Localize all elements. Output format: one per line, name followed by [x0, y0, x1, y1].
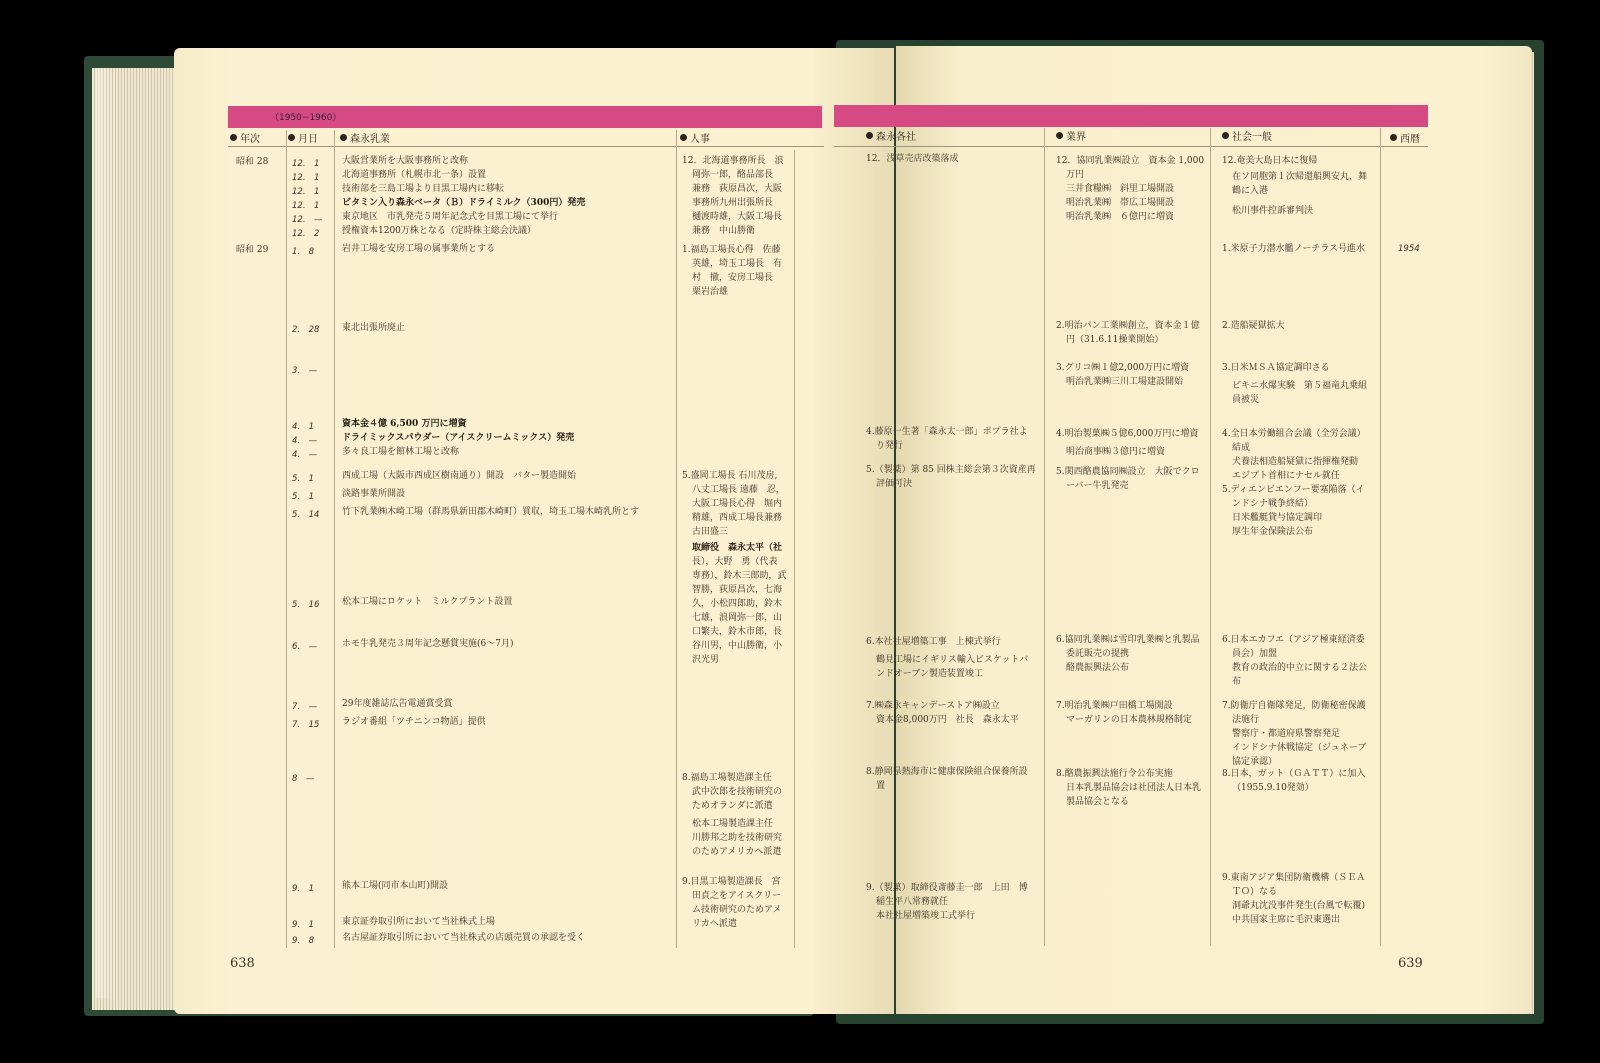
- column-rule: [334, 130, 335, 948]
- personnel-line: ム技術研究のためアメ: [692, 905, 782, 915]
- society-line: 9.東南アジア集団防衛機構（ＳＥＡ: [1222, 873, 1366, 883]
- date-cell: 6. —: [292, 642, 318, 652]
- society-line: 鶴に入港: [1232, 186, 1269, 196]
- personnel-line: 9.目黒工場製造課長 宮: [682, 877, 781, 887]
- date-cell: 7. —: [292, 702, 318, 712]
- affiliates-line: 7.㈱森永キャンデーストア㈱設立: [866, 701, 1000, 711]
- personnel-line: 樋渡時雄，大阪工場長: [692, 212, 783, 222]
- industry-line: 明治乳業㈱ 帯広工場開設: [1066, 198, 1175, 208]
- header-year-label: 年次: [240, 134, 260, 145]
- affiliates-line: 8.静岡県熱海市に健康保険組合保養所設: [866, 767, 1028, 777]
- date-cell: 7. 15: [292, 720, 320, 730]
- column-rule: [1380, 128, 1381, 946]
- column-rule: [1210, 128, 1211, 946]
- society-line: 在ソ同胞第１次帰還船興安丸，舞: [1232, 172, 1368, 182]
- morinaga-entry: 資本金４億 6,500 万円に増資: [342, 419, 467, 429]
- header-band-left: [228, 106, 822, 128]
- society-line: （1955.9.10発効）: [1232, 783, 1314, 793]
- bullet-icon: [230, 134, 237, 141]
- society-line: 厚生年金保険法公布: [1232, 527, 1314, 537]
- morinaga-entry: ビタミン入り森永ベータ（Ｂ）ドライミルク（300円）発売: [342, 198, 586, 208]
- society-line: 2.造船疑獄拡大: [1222, 321, 1285, 331]
- affiliates-line: 稲生平八常務就任: [876, 897, 949, 907]
- date-cell: 3. —: [292, 366, 318, 376]
- header-rule-left: [228, 146, 824, 147]
- personnel-line: 古田盛三: [692, 527, 729, 537]
- personnel-line: 川勝邦之助を技術研究: [692, 833, 783, 843]
- personnel-line: 沢光男: [692, 655, 720, 665]
- personnel-line: 岡弥一郎，酪品部長: [692, 170, 774, 180]
- affiliates-line: ンドオーブン製造装置竣工: [876, 669, 983, 679]
- society-line: 6.日本エカフエ（アジア極東経済委: [1222, 635, 1365, 645]
- header-affiliates: [866, 128, 916, 143]
- society-line: 8.日本，ガット（ＧＡＴＴ）に加入: [1222, 769, 1366, 779]
- date-cell: 12. 1: [292, 201, 320, 211]
- affiliates-line: 6.本社社屋増築工事 上棟式挙行: [866, 637, 1001, 647]
- society-line: 1.米原子力潜水艦ノーチラス号進水: [1222, 244, 1366, 254]
- date-cell: 5. 16: [292, 600, 320, 610]
- personnel-line: 八丈工場長 遠藤 忍，: [692, 485, 785, 495]
- personnel-line: 兼務 荻原昌次，大阪: [692, 184, 783, 194]
- society-line: 法施行: [1232, 715, 1260, 725]
- header-band-right: [834, 105, 1428, 127]
- morinaga-entry: 岩井工場を安房工場の属事業所とする: [342, 244, 496, 254]
- morinaga-entry: 大阪営業所を大阪事務所と改称: [342, 156, 469, 166]
- industry-line: 5.関西酪農協同㈱設立 大阪でクロ: [1056, 467, 1200, 477]
- column-rule: [676, 130, 677, 948]
- society-line: 松川事件控訴審判決: [1232, 206, 1314, 216]
- personnel-line: 大阪工場長心得 堀内: [692, 499, 783, 509]
- bullet-icon: [1056, 132, 1063, 139]
- header-rule-right: [834, 146, 1428, 147]
- society-line: 犬養法相造船疑獄に指揮権発動: [1232, 457, 1359, 467]
- personnel-line: 長），大野 勇（代表: [692, 557, 778, 567]
- morinaga-entry: 東京地区 市乳発売５周年記念式を目黒工場にて挙行: [342, 212, 559, 222]
- industry-line: 万円: [1066, 170, 1085, 180]
- society-line: 5.ディエンビエンフー要塞陥落（イ: [1222, 485, 1365, 495]
- bullet-icon: [340, 134, 347, 141]
- morinaga-entry: 東京証券取引所において当社株式上場: [342, 917, 496, 927]
- date-cell: 12. 1: [292, 173, 320, 183]
- morinaga-entry: 東北出張所廃止: [342, 323, 406, 333]
- date-cell: 1. 8: [292, 247, 315, 257]
- society-line: 7.防衛庁自衛隊発足，防衛秘密保護: [1222, 701, 1366, 711]
- header-western: [1390, 130, 1420, 145]
- personnel-line: 村 撤，安房工場長: [692, 273, 774, 283]
- industry-line: 4.明治製菓㈱５億6,000万円に増資: [1056, 429, 1199, 439]
- personnel-line: 久，小松四郎助，鈴木: [692, 599, 783, 609]
- industry-line: 明治乳業㈱ ６億円に増資: [1066, 212, 1175, 222]
- personnel-line: 精雄，西成工場長兼務: [692, 513, 783, 523]
- left-page: [174, 48, 894, 1014]
- industry-line: 8.酪農振興法施行令公布実施: [1056, 769, 1173, 779]
- western-year: 1954: [1398, 244, 1420, 254]
- personnel-line: 武中次郎を技術研究の: [692, 787, 783, 797]
- society-line: ＴＯ）なる: [1232, 887, 1278, 897]
- year-showa-28: 昭和 28: [236, 157, 269, 167]
- society-line: 員被災: [1232, 395, 1260, 405]
- personnel-line: リカへ派遣: [692, 919, 737, 929]
- morinaga-entry: 淡路事業所開設: [342, 489, 406, 499]
- affiliates-line: 本社社屋増築竣工式挙行: [876, 911, 976, 921]
- morinaga-entry: 松本工場にロケット ミルクプラント設置: [342, 597, 513, 607]
- industry-line: 三井食糧㈱ 斜里工場開設: [1066, 184, 1175, 194]
- date-cell: 2. 28: [292, 325, 320, 335]
- column-rule: [794, 150, 795, 948]
- date-cell: 9. 1: [292, 884, 315, 894]
- bullet-icon: [288, 134, 295, 141]
- date-cell: 12. 1: [292, 187, 320, 197]
- column-rule: [1044, 128, 1045, 946]
- affiliates-line: 4.藤原一生著「森永太一郎」ポプラ社よ: [866, 427, 1028, 437]
- bullet-icon: [1390, 134, 1397, 141]
- society-line: インドシナ休戦協定（ジュネーブ: [1232, 743, 1367, 753]
- morinaga-entry: 29年度雑誌広告電通賞受賞: [342, 699, 453, 709]
- morinaga-entry: 北海道事務所（札幌市北一条）設置: [342, 170, 487, 180]
- personnel-line: ためオランダに派遣: [692, 801, 773, 811]
- industry-line: 委託販売の提携: [1066, 649, 1130, 659]
- society-line: エジプト首相にナセル就任: [1232, 471, 1340, 481]
- personnel-line: 松本工場製造課主任: [692, 819, 774, 829]
- personnel-line: 5.盛岡工場長 石川茂房,: [682, 471, 778, 481]
- morinaga-entry: 授権資本1200万株となる（定時株主総会決議）: [342, 226, 536, 236]
- society-line: 協定承認）: [1232, 757, 1278, 767]
- personnel-line: 事務所九州出張所長: [692, 198, 774, 208]
- industry-line: マーガリンの日本農林規格制定: [1066, 715, 1192, 725]
- header-morinaga: [340, 130, 390, 145]
- personnel-line: 12．北海道事務所長 浪: [682, 156, 784, 166]
- personnel-line: 智勝，荻原昌次，七海: [692, 585, 783, 595]
- industry-line: 日本乳製品協会は社団法人日本乳: [1066, 783, 1202, 793]
- affiliates-line: り発行: [876, 441, 904, 451]
- personnel-line: 取締役 森永太平（社: [692, 543, 783, 553]
- date-cell: 5. 14: [292, 510, 320, 520]
- header-date: [288, 130, 318, 145]
- affiliates-line: 12．浅草売店改築落成: [866, 154, 959, 164]
- morinaga-entry: 竹下乳業㈱木崎工場（群馬県新田郡木崎町）買収，埼玉工場木崎乳所とす: [342, 507, 640, 517]
- morinaga-entry: ドライミックスパウダー（アイスクリームミックス）発売: [342, 433, 575, 443]
- personnel-line: 英雄，埼玉工場長 有: [692, 259, 783, 269]
- bullet-icon: [1222, 132, 1229, 139]
- morinaga-entry: 熊本工場(同市本山町)開設: [342, 881, 449, 891]
- society-line: 警察庁・都道府県警察発足: [1232, 729, 1341, 739]
- column-rule: [286, 130, 287, 948]
- date-cell: 12. —: [292, 215, 323, 225]
- header-western-label: 西暦: [1400, 134, 1420, 145]
- header-industry: [1056, 128, 1086, 143]
- industry-line: 3.グリコ㈱１億2,000万円に増資: [1056, 363, 1190, 373]
- date-cell: 4. —: [292, 436, 318, 446]
- industry-line: 製品協会となる: [1066, 797, 1130, 807]
- industry-line: 6.協同乳業㈱は雪印乳業㈱と乳製品: [1056, 635, 1200, 645]
- open-book: [66, 38, 1546, 1038]
- personnel-line: 田貞之をアイスクリー: [692, 891, 782, 901]
- industry-line: 明治乳業㈱三川工場建設開始: [1066, 377, 1184, 387]
- personnel-line: 兼務 中山勝衛: [692, 226, 756, 236]
- personnel-line: 口繁夫，鈴木市郎，長: [692, 627, 783, 637]
- date-cell: 8 —: [292, 774, 315, 784]
- industry-line: 7.明治乳業㈱戸田橋工場開設: [1056, 701, 1173, 711]
- society-line: 員会）加盟: [1232, 649, 1278, 659]
- affiliates-line: 置: [876, 781, 886, 791]
- header-morinaga-label: 森永乳業: [350, 134, 390, 145]
- society-line: 4.全日本労働組合会議（全労会議）: [1222, 429, 1366, 439]
- morinaga-entry: ホモ牛乳発売３周年記念懸賞実施(6〜7月): [342, 639, 514, 649]
- date-cell: 9. 8: [292, 936, 315, 946]
- header-personnel-label: 人事: [690, 134, 710, 145]
- personnel-line: のためアメリカへ派遣: [692, 847, 782, 857]
- industry-line: 2.明治パン工業㈱創立，資本金１億: [1056, 321, 1200, 331]
- page-number-right: 639: [1398, 956, 1423, 971]
- affiliates-line: 資本金8,000万円 社長 森永太平: [876, 715, 1019, 725]
- society-line: 日米艦艇貸与協定調印: [1232, 513, 1323, 523]
- date-cell: 5. 1: [292, 492, 315, 502]
- date-cell: 4. 1: [292, 422, 315, 432]
- date-cell: 5. 1: [292, 474, 315, 484]
- header-date-label: 月日: [298, 134, 318, 145]
- date-cell: 9. 1: [292, 920, 315, 930]
- morinaga-entry: 技術部を三島工場より目黒工場内に移転: [342, 184, 505, 194]
- era-label: （1950−1960）: [270, 113, 342, 123]
- personnel-line: 栗岩治雄: [692, 287, 729, 297]
- personnel-line: 谷川男，中山勝衛，小: [692, 641, 783, 651]
- morinaga-entry: 名古屋証券取引所において当社株式の店頭売買の承認を受く: [342, 933, 586, 943]
- society-line: ンドシナ戦争終結）: [1232, 499, 1314, 509]
- society-line: 教育の政治的中立に関する２法公: [1232, 663, 1368, 673]
- right-page: [896, 46, 1532, 1014]
- industry-line: 円（31.6.11操業開始）: [1066, 335, 1164, 345]
- morinaga-entry: ラジオ番組「ツチニンコ物語」提供: [342, 717, 486, 727]
- morinaga-entry: 多々良工場を館林工場と改称: [342, 447, 460, 457]
- date-cell: 12. 2: [292, 229, 320, 239]
- affiliates-line: 評価可決: [876, 479, 913, 489]
- affiliates-line: 鶴見工場にイギリス輸入ビスケットバ: [876, 655, 1029, 665]
- industry-line: 12．協同乳業㈱設立 資本金 1,000: [1056, 156, 1205, 166]
- society-line: 布: [1232, 677, 1242, 687]
- header-society: [1222, 128, 1272, 143]
- society-line: 中共国家主席に毛沢東選出: [1232, 915, 1341, 925]
- date-cell: 4. —: [292, 450, 318, 460]
- personnel-line: 8.福島工場製造課主任: [682, 773, 772, 783]
- society-line: ビキニ水爆実験 第５福竜丸乗組: [1232, 381, 1368, 391]
- society-line: 3.日米ＭＳＡ協定調印さる: [1222, 363, 1330, 373]
- morinaga-entry: 西成工場（大阪市西成区樹南通り）開設 バター製造開始: [342, 471, 577, 481]
- affiliates-line: 5.（製薬）第 85 回株主総会第３次資産再: [866, 465, 1036, 475]
- bullet-icon: [680, 134, 687, 141]
- society-line: 洞爺丸沈没事件発生(台風で転覆): [1232, 901, 1366, 911]
- cover-gloss: [96, 68, 116, 998]
- page-number-left: 638: [230, 956, 255, 971]
- year-showa-29: 昭和 29: [236, 245, 269, 255]
- personnel-line: 専務），鈴木三郎助，武: [692, 571, 787, 581]
- industry-line: 酪農振興法公布: [1066, 663, 1130, 673]
- header-affiliates-label: 森永各社: [876, 132, 916, 143]
- society-line: 12.奄美大島日本に復帰: [1222, 156, 1318, 166]
- personnel-line: 1.福島工場長心得 佐藤: [682, 245, 781, 255]
- date-cell: 12. 1: [292, 159, 320, 169]
- header-society-label: 社会一般: [1232, 132, 1272, 143]
- industry-line: ーバー牛乳発売: [1066, 481, 1129, 491]
- header-year: [230, 130, 260, 145]
- header-industry-label: 業界: [1066, 132, 1086, 143]
- header-personnel: [680, 130, 710, 145]
- bullet-icon: [866, 132, 873, 139]
- industry-line: 明治商事㈱３億円に増資: [1066, 447, 1166, 457]
- affiliates-line: 9.（製菓）取締役斎藤圭一郎 上田 博: [866, 883, 1028, 893]
- personnel-line: 七雄，浪岡弥一郎，山: [692, 613, 783, 623]
- society-line: 結成: [1232, 443, 1251, 453]
